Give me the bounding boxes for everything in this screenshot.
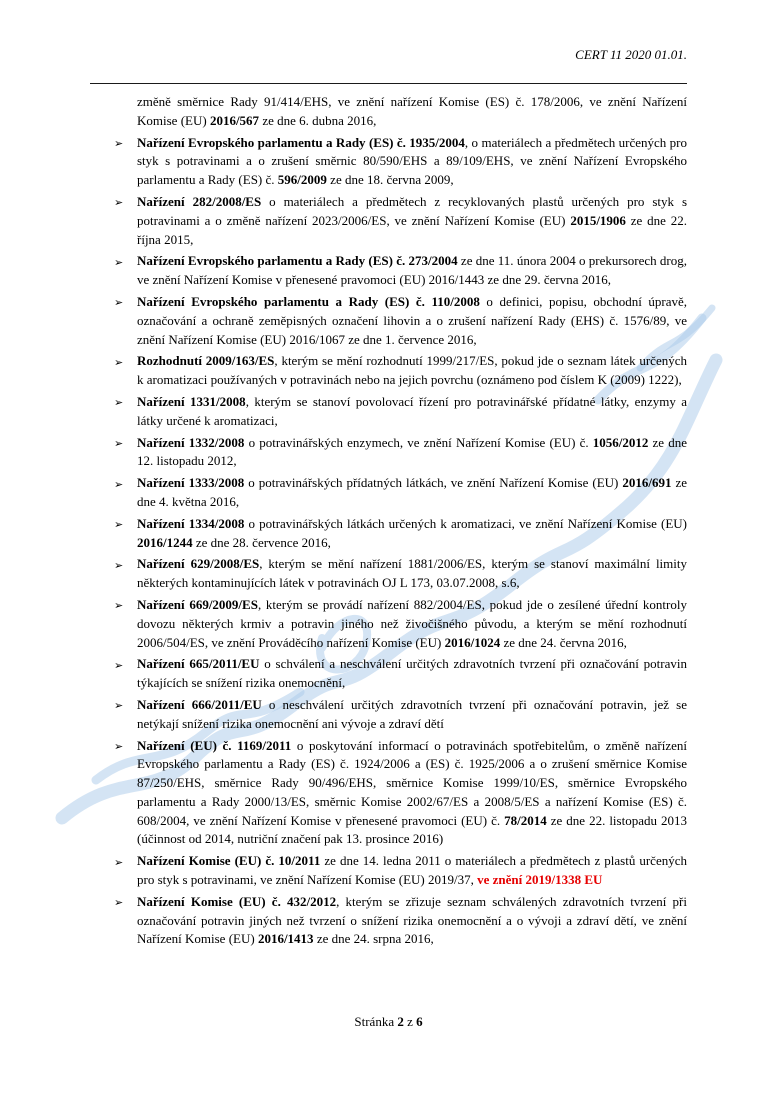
body-text: ze dne 18. června 2009, [326,172,454,188]
body-text: , kterým se provádí nařízení 882/2004/ES, pokud jde o zesílené úřední kontroly dovozu některých krmiv a potravin jiného než živočišného původu, a kterým se mění rozhodnutí 2006/504/ES, ve znění Prováděcího nařízení Komise (EU) [137,596,687,650]
footer-label: Stránka [354,1014,395,1029]
bullet-arrow-icon: ➢ [114,437,124,451]
body-text: ze dne 14. ledna 2011 o materiálech a předmětech z plastů určených pro styk s potravinami, ve znění Nařízení Komise (EU) 2019/37, [137,853,687,888]
regulation-reference: Nařízení 669/2009/ES [137,596,258,612]
regulation-item [90,655,687,693]
footer-total-pages: 6 [416,1014,423,1029]
regulation-item [90,555,687,593]
regulation-item [90,893,687,949]
body-text: , kterým se stanoví povolovací řízení pro potravinářské přídatné látky, enzymy a látky určené k aromatizaci, [137,393,688,428]
regulation-reference: Nařízení 665/2011/EU [137,656,260,672]
bullet-arrow-icon: ➢ [114,599,124,613]
bullet-arrow-icon: ➢ [114,740,124,753]
body-text: ze dne 24. června 2016, [500,634,627,650]
body-text: o potravinářských látkách určených k aromatizaci, ve znění Nařízení Komise (EU) [244,515,687,531]
regulation-reference: 2016/1244 [137,534,193,550]
regulation-reference: 2016/691 [622,475,672,491]
highlighted-amendment-text: ve znění 2019/1338 EU [477,872,603,888]
bullet-arrow-icon: ➢ [114,396,124,410]
body-text: ze dne 24. srpna 2016, [313,931,434,947]
body-text: , kterým se mění rozhodnutí 1999/217/ES, pokud jde o seznam látek určených k aromatizaci používaných v potravinách nebo na jejich povrchu (oznámeno pod číslem K (2009) 1222), [137,353,687,388]
regulation-reference: 1056/2012 [592,434,649,450]
regulation-reference: Nařízení 1331/2008 [137,393,246,409]
regulation-reference: Rozhodnutí 2009/163/ES [137,353,275,369]
regulation-reference: 2016/567 [209,112,260,128]
footer-of-label: z [407,1014,413,1029]
regulation-item [90,515,687,553]
bullet-arrow-icon: ➢ [114,477,124,491]
regulation-item [90,134,687,190]
regulation-reference: Nařízení 282/2008/ES [137,193,262,209]
regulation-item [90,737,687,850]
regulation-reference: Nařízení Evropského parlamentu a Rady (ES) č. 1935/2004 [137,134,465,150]
bullet-arrow-icon: ➢ [114,855,124,869]
body-text: ze dne 4. května 2016, [137,475,687,509]
regulation-reference: Nařízení Komise (EU) č. 10/2011 [137,853,321,869]
regulation-item [90,696,687,734]
body-text: o schválení a neschválení určitých zdravotních tvrzení při označování potravin týkajících se snížení rizika onemocnění, [137,656,687,691]
bullet-arrow-icon: ➢ [114,896,124,910]
body-text: ze dne 6. dubna 2016, [259,112,377,128]
body-text: , o materiálech a předmětech určených pro styk s potravinami a o zrušení směrnic 80/590/EHS a 89/109/EHS, ve znění Nařízení Evropského parlamentu a Rady (ES) č. [137,134,688,188]
document-body [90,93,687,952]
regulation-reference: 2016/1024 [444,634,501,650]
body-text: , kterým se zřizuje seznam schválených zdravotních tvrzení při označování potravin jiných než tvrzení o snížení rizika onemocnění a o vývoji a zdraví dětí, ve znění Nařízení Komise (EU) [137,893,687,947]
body-text: ze dne 22. listopadu 2013 (účinnost od 2014, nutriční značení pak 13. prosince 2016) [137,812,687,847]
body-text: ze dne 12. listopadu 2012, [137,434,688,469]
regulation-item [90,352,687,390]
regulation-item [90,193,687,249]
regulation-reference: Nařízení 666/2011/EU [137,696,262,712]
regulation-reference: Nařízení Evropského parlamentu a Rady (ES) č. 110/2008 [137,293,480,309]
bullet-arrow-icon: ➢ [114,699,124,713]
regulation-item [90,474,687,512]
body-text: ze dne 11. února 2004 o prekursorech drog, ve znění Nařízení Komise v přenesené pravomoci (EU) 2016/1443 ze dne 29. června 2016, [137,253,687,288]
regulation-reference: Nařízení 1333/2008 [137,475,245,491]
regulation-list [90,134,687,950]
bullet-arrow-icon: ➢ [114,355,124,369]
document-header-text: CERT 11 2020 01.01. [575,47,687,62]
regulation-reference: 78/2014 [504,812,547,828]
body-text: o neschválení určitých zdravotních tvrzení při označování potravin, jež se netýkají snížení rizika onemocnění ani vývoje a zdraví dětí [137,696,687,731]
body-text: o potravinářských enzymech, ve znění Nařízení Komise (EU) č. [244,434,593,450]
regulation-item [90,852,687,890]
regulation-reference: 2016/1413 [257,931,314,947]
regulation-reference: Nařízení 629/2008/ES [137,556,260,572]
regulation-reference: Nařízení 1332/2008 [137,434,245,450]
regulation-reference: Nařízení (EU) č. 1169/2011 [137,737,292,753]
header-divider [90,83,687,84]
body-text: o potravinářských přídatných látkách, ve znění Nařízení Komise (EU) [244,475,623,491]
body-text: ze dne 28. července 2016, [192,534,331,550]
bullet-arrow-icon: ➢ [114,658,124,672]
bullet-arrow-icon: ➢ [114,296,124,310]
bullet-arrow-icon: ➢ [114,558,124,572]
bullet-arrow-icon: ➢ [114,196,124,210]
regulation-reference: Nařízení Komise (EU) č. 432/2012 [137,893,337,909]
regulation-reference: Nařízení 1334/2008 [137,515,245,531]
regulation-item [90,252,687,290]
body-text: , kterým se mění nařízení 1881/2006/ES, kterým se stanoví maximální limity některých kontaminujících látek v potravinách OJ L 173, 03.07.2008, s.6, [137,556,688,591]
intro-paragraph [90,93,687,131]
regulation-reference: 596/2009 [277,172,327,188]
page-footer [0,1012,777,1034]
body-text: o definici, popisu, obchodní úpravě, označování a ochraně zeměpisných označení lihovin a o zrušení nařízení Rady (EHS) č. 1576/89, ve znění Nařízení Komise (EU) 2016/1067 ze dne 1. července 2016, [137,293,687,347]
bullet-arrow-icon: ➢ [114,137,124,151]
body-text: o materiálech a předmětech z recyklovaných plastů určených pro styk s potravinami a o změně nařízení 2023/2006/ES, ve znění Nařízení Komise (EU) [137,193,688,228]
bullet-arrow-icon: ➢ [114,518,124,532]
regulation-reference: Nařízení Evropského parlamentu a Rady (ES) č. 273/2004 [137,253,458,269]
bullet-arrow-icon: ➢ [114,255,124,269]
body-text: změně směrnice Rady 91/414/EHS, ve znění nařízení Komise (ES) č. 178/2006, ve znění Nařízení Komise (EU) [137,94,687,128]
regulation-item [90,393,687,431]
body-text: o poskytování informací o potravinách spotřebitelům, o změně nařízení Evropského parlamentu a Rady (ES) č. 1924/2006 a (ES) č. 1925/2006 a o zrušení směrnice Komise 87/250/EHS, směrnice Rady 90/496/EHS, směrnice Komise 1999/10/ES, směrnice Evropského parlamentu a Rady 2000/13/ES, směrnic Komise 2002/67/ES a 2008/5/ES a nařízení Komise (ES) č. 608/2004, ve znění Nařízení Komise v přenesené pravomoci (EU) č. [137,737,687,828]
regulation-item [90,293,687,349]
footer-page-number: 2 [397,1014,404,1029]
regulation-item [90,434,687,472]
regulation-reference: 2015/1906 [570,212,626,228]
regulation-item [90,596,687,652]
body-text: ze dne 22. října 2015, [137,212,688,247]
